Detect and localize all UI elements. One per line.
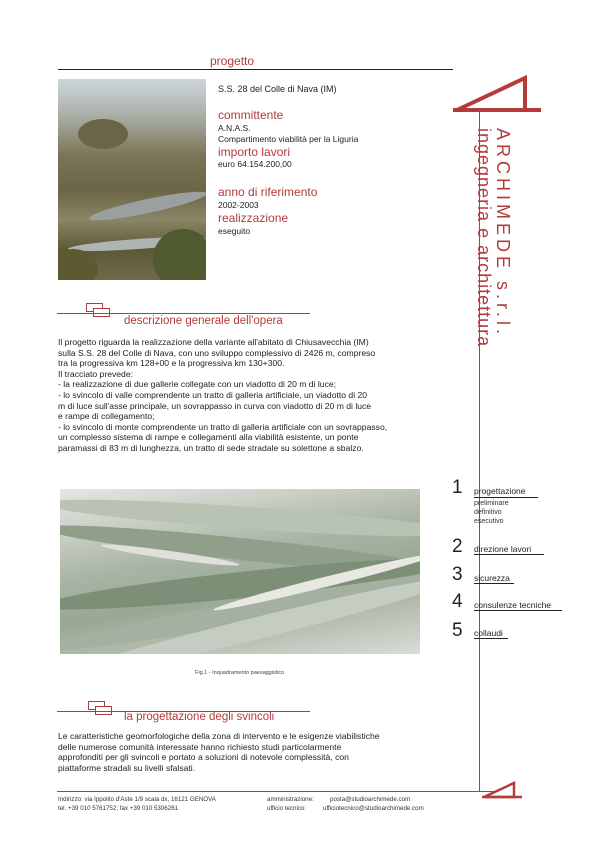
section-title-svincoli: la progettazione degli svincoli xyxy=(124,711,275,723)
footer-rule xyxy=(57,791,497,792)
footer-tech-label: ufficio tecnico: xyxy=(267,805,307,812)
value-importo: euro 64.154.200,00 xyxy=(218,159,292,169)
section-rule-description xyxy=(57,313,310,314)
service-rule-3 xyxy=(474,583,514,584)
description-line: tra la progressiva km 128+00 e la progressiva km 130+300. xyxy=(58,358,285,369)
label-realizzazione: realizzazione xyxy=(218,211,289,225)
service-rule-2 xyxy=(474,554,544,555)
description-line: Il progetto riguarda la realizzazione della variante all'abitato di Chiusavecchia (IM) xyxy=(58,337,369,347)
value-realizzazione: eseguito xyxy=(218,226,251,236)
project-name: S.S. 28 del Colle di Nava (IM) xyxy=(218,84,337,94)
section-title-progetto: progetto xyxy=(210,54,255,68)
label-anno: anno di riferimento xyxy=(218,185,318,199)
description-line: - lo svincolo di monte comprendente un tratto di galleria artificiale con un sovrappasso, xyxy=(58,421,388,432)
description-line: paramassi di 83 m di lunghezza, un tratto di sede stradale su solettone a sbalzo. xyxy=(58,442,364,453)
footer-logo-icon xyxy=(482,781,522,799)
description-line: e rampe di collegamento; xyxy=(58,411,155,422)
service-number-5: 5 xyxy=(452,620,463,641)
service-direzione-lavori[interactable]: direzione lavori xyxy=(474,544,532,554)
description-line: - la realizzazione di due gallerie collegate con un viadotto di 20 m di luce; xyxy=(58,379,337,390)
description-text xyxy=(58,337,423,454)
service-rule-4 xyxy=(474,610,562,611)
service-sub-esecutivo: esecutivo xyxy=(474,518,504,525)
service-rule-5 xyxy=(474,638,508,639)
footer-address: Indirizzo: via Ippolito d'Aste 1/9 scala dx, 16121 GENOVA xyxy=(58,796,216,803)
value-anno: 2002-2003 xyxy=(218,200,259,210)
service-rule-1 xyxy=(474,497,538,498)
footer-phone: tel. +39 010 5761752; fax +39 010 5306261 xyxy=(58,805,179,812)
service-number-1: 1 xyxy=(452,477,463,498)
archimede-logo-icon xyxy=(453,74,543,114)
brand-tagline: ingegneria e architettura xyxy=(474,128,494,348)
svincoli-line: approfonditi per gli svincoli e portato a soluzioni di notevole complessità, con xyxy=(58,752,349,763)
label-importo: importo lavori xyxy=(218,145,291,159)
footer-admin-email[interactable]: posta@studioarchimede.com xyxy=(330,796,411,803)
description-line: m di luce sull'asse principale, un sovrappasso in curva con viadotto di 20 m di luce xyxy=(58,400,372,411)
brand-company: ARCHIMEDE s.r.l. xyxy=(493,128,513,339)
service-sub-definitivo: definitivo xyxy=(474,509,502,516)
description-line: un complesso sistema di rampe e collegamenti alla viabilità esistente, un ponte xyxy=(58,432,359,443)
project-photo xyxy=(58,79,206,280)
service-sub-preliminare: preliminare xyxy=(474,500,509,507)
landscape-render xyxy=(60,489,420,654)
service-number-4: 4 xyxy=(452,591,463,612)
header-rule xyxy=(58,69,453,70)
service-number-3: 3 xyxy=(452,564,463,585)
service-number-2: 2 xyxy=(452,536,463,557)
service-sicurezza[interactable]: sicurezza xyxy=(474,573,510,583)
description-line: Il tracciato prevede: xyxy=(58,368,133,379)
svincoli-text xyxy=(58,731,423,773)
description-line: sulla S.S. 28 del Colle di Nava, con uno sviluppo complessivo di 2426 m, compreso xyxy=(58,347,376,358)
section-title-description: descrizione generale dell'opera xyxy=(124,315,283,327)
svincoli-line: Le caratteristiche geomorfologiche della zona di intervento e le esigenze viabilistiche xyxy=(58,731,380,741)
footer-admin-label: amministrazione: xyxy=(267,796,314,803)
value-committente-1: A.N.A.S. xyxy=(218,123,251,133)
label-committente: committente xyxy=(218,108,284,122)
service-progettazione[interactable]: progettazione xyxy=(474,486,526,496)
svincoli-line: delle numerose comunità interessate hanno richiesto studi particolarmente xyxy=(58,741,342,752)
service-consulenze-tecniche[interactable]: consulenze tecniche xyxy=(474,600,552,610)
description-line: - lo svincolo di valle comprendente un tratto di galleria artificiale, un viadotto di 20 xyxy=(58,389,368,400)
service-collaudi[interactable]: collaudi xyxy=(474,628,503,638)
footer-tech-email[interactable]: ufficiotecnico@studioarchimede.com xyxy=(323,805,424,812)
value-committente-2: Compartimento viabilità per la Liguria xyxy=(218,134,359,144)
svincoli-line: piattaforme stradali su livelli sfalsati. xyxy=(58,762,196,773)
figure-caption: Fig.1 - Inquadramento paesaggistico xyxy=(195,670,285,676)
